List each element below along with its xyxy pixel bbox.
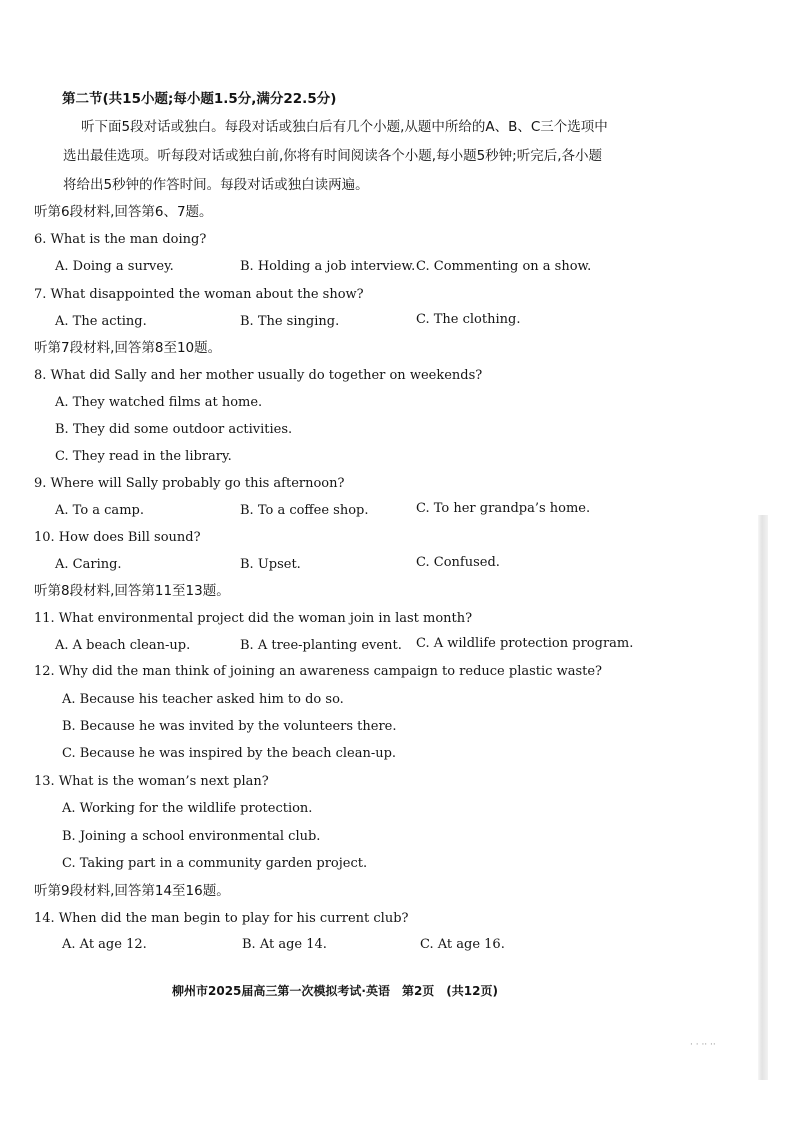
question-7-option-b: B. The singing. xyxy=(240,314,340,329)
question-13-option-c: C. Taking part in a community garden project. xyxy=(62,856,368,871)
group-heading-8: 听第8段材料,回答第11至13题。 xyxy=(34,583,230,599)
scan-artifact-mark: · · ·· ·· xyxy=(690,1040,716,1050)
question-7-option-a: A. The acting. xyxy=(55,314,147,329)
question-13-option-a: A. Working for the wildlife protection. xyxy=(62,801,313,816)
question-8-option-b: B. They did some outdoor activities. xyxy=(55,422,293,437)
question-14-option-c: C. At age 16. xyxy=(420,937,505,952)
question-6-stem: 6. What is the man doing? xyxy=(34,232,207,247)
question-14-option-a: A. At age 12. xyxy=(62,937,147,952)
question-13-option-b: B. Joining a school environmental club. xyxy=(62,829,321,844)
question-9-option-b: B. To a coffee shop. xyxy=(240,503,369,518)
question-8-option-a: A. They watched films at home. xyxy=(55,395,263,410)
scan-shadow-edge xyxy=(758,515,768,1080)
question-11-option-c: C. A wildlife protection program. xyxy=(416,636,634,651)
question-9-option-c: C. To her grandpa’s home. xyxy=(416,501,591,516)
question-10-option-b: B. Upset. xyxy=(240,557,301,572)
question-9-stem: 9. Where will Sally probably go this afternoon? xyxy=(34,476,345,491)
question-10-option-a: A. Caring. xyxy=(55,557,122,572)
question-11-stem: 11. What environmental project did the woman join in last month? xyxy=(34,611,473,626)
group-heading-6: 听第6段材料,回答第6、7题。 xyxy=(34,204,213,220)
question-12-stem: 12. Why did the man think of joining an awareness campaign to reduce plastic waste? xyxy=(34,664,603,679)
question-10-option-c: C. Confused. xyxy=(416,555,500,570)
question-6-option-c: C. Commenting on a show. xyxy=(416,259,592,274)
question-10-stem: 10. How does Bill sound? xyxy=(34,530,201,545)
group-heading-9: 听第9段材料,回答第14至16题。 xyxy=(34,883,230,899)
question-14-option-b: B. At age 14. xyxy=(242,937,327,952)
question-12-option-b: B. Because he was invited by the volunteers there. xyxy=(62,719,397,734)
instruction-line-1: 听下面5段对话或独白。每段对话或独白后有几个小题,从题中所给的A、B、C三个选项中 xyxy=(81,119,608,135)
question-8-option-c: C. They read in the library. xyxy=(55,449,232,464)
question-13-stem: 13. What is the woman’s next plan? xyxy=(34,774,269,789)
page-footer: 柳州市2025届高三第一次模拟考试·英语 第2页 (共12页) xyxy=(172,984,498,998)
question-7-option-c: C. The clothing. xyxy=(416,312,521,327)
question-7-stem: 7. What disappointed the woman about the show? xyxy=(34,287,364,302)
question-8-stem: 8. What did Sally and her mother usually do together on weekends? xyxy=(34,368,483,383)
question-11-option-a: A. A beach clean-up. xyxy=(55,638,191,653)
question-9-option-a: A. To a camp. xyxy=(55,503,144,518)
group-heading-7: 听第7段材料,回答第8至10题。 xyxy=(34,340,222,356)
question-6-option-b: B. Holding a job interview. xyxy=(240,259,416,274)
instruction-line-2: 选出最佳选项。听每段对话或独白前,你将有时间阅读各个小题,每小题5秒钟;听完后,各小题 xyxy=(63,148,603,164)
question-12-option-a: A. Because his teacher asked him to do so. xyxy=(62,692,344,707)
question-12-option-c: C. Because he was inspired by the beach clean-up. xyxy=(62,746,397,761)
question-11-option-b: B. A tree-planting event. xyxy=(240,638,402,653)
instruction-line-3: 将给出5秒钟的作答时间。每段对话或独白读两遍。 xyxy=(63,177,369,193)
question-14-stem: 14. When did the man begin to play for his current club? xyxy=(34,911,409,926)
section-heading: 第二节(共15小题;每小题1.5分,满分22.5分) xyxy=(62,91,337,107)
question-6-option-a: A. Doing a survey. xyxy=(55,259,174,274)
